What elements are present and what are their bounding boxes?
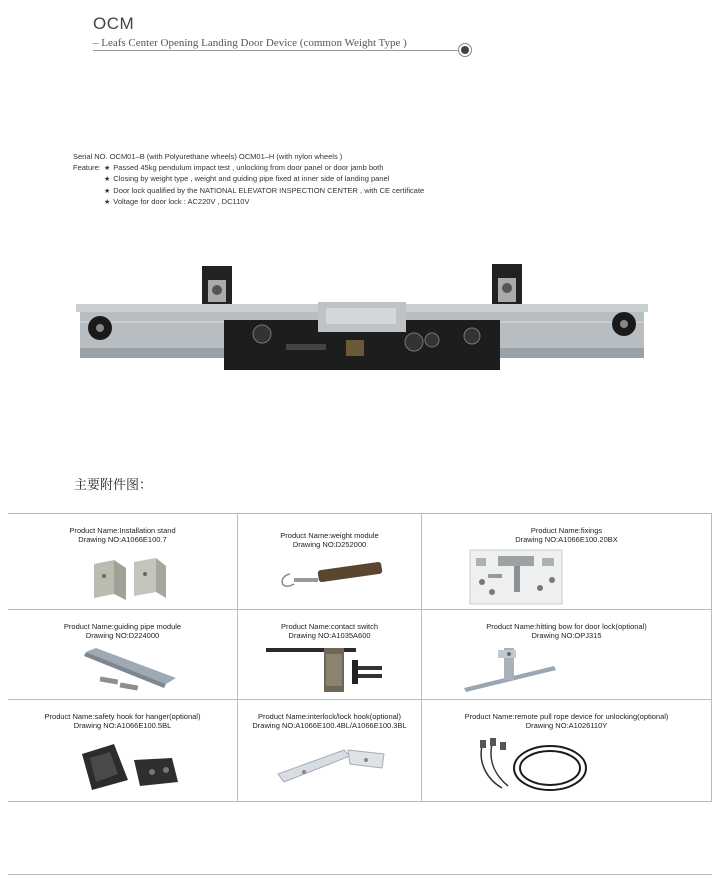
product-cell <box>238 610 422 700</box>
interlock-hook-icon <box>274 738 390 790</box>
product-cell <box>8 610 238 700</box>
serial-line <box>73 152 342 161</box>
empty-row <box>8 802 712 874</box>
accessories-table <box>8 513 712 875</box>
product-cell <box>422 700 712 802</box>
fixings-icon <box>468 548 564 606</box>
product-cell <box>238 514 422 610</box>
drawing-number: Drawing NO:OPJ315 <box>531 631 602 640</box>
drawing-number: Drawing NO:D252000 <box>292 540 367 549</box>
guiding-pipe-icon <box>80 644 180 692</box>
product-name: Product Name:guiding pipe module <box>63 622 182 631</box>
hitting-bow-icon <box>462 644 558 692</box>
product-cell <box>422 514 712 610</box>
product-name: Product Name:remote pull rope device for unlocking(optional) <box>464 712 669 721</box>
weight-module-icon <box>276 558 386 594</box>
drawing-number: Drawing NO:A1066E100.20BX <box>515 535 618 544</box>
drawing-number: Drawing NO:A1066E100.7 <box>78 535 167 544</box>
product-name: Product Name:interlock/lock hook(optional) <box>258 712 401 721</box>
installation-stand-icon <box>90 554 170 604</box>
product-cell <box>8 514 238 610</box>
product-name: Product Name:contact switch <box>280 622 379 631</box>
feature-list <box>73 163 424 208</box>
product-cell <box>238 700 422 802</box>
feature-item: ★ Voltage for door lock : AC220V , DC110V <box>104 197 424 208</box>
safety-hook-icon <box>78 740 188 790</box>
subtitle-divider <box>93 50 463 51</box>
product-name: Product Name:weight module <box>280 531 379 540</box>
feature-item: ★ Passed 45kg pendulum impact test , unlocking from door panel or door jamb both <box>104 163 424 174</box>
product-name: Product Name:Installation stand <box>69 526 176 535</box>
feature-label: Feature: <box>73 163 101 172</box>
product-name: Product Name:hitting bow for door lock(optional) <box>486 622 647 631</box>
serial-label: Serial NO. <box>73 152 108 161</box>
product-cell <box>422 610 712 700</box>
feature-item: ★ Door lock qualified by the NATIONAL ELEVATOR INSPECTION CENTER , with CE certificate <box>104 186 424 197</box>
product-cell <box>8 700 238 802</box>
contact-switch-icon <box>264 644 388 698</box>
door-device-image <box>76 262 648 382</box>
accessories-heading: 主要附件图： <box>74 478 153 493</box>
product-name: Product Name:safety hook for hanger(optional) <box>44 712 201 721</box>
target-circle-icon <box>458 43 472 57</box>
page-subtitle: – Leafs Center Opening Landing Door Device (common Weight Type ) <box>93 37 407 49</box>
feature-item: ★ Closing by weight type , weight and guiding pipe fixed at inner side of landing panel <box>104 174 424 185</box>
drawing-number: Drawing NO:A1066E100.5BL <box>73 721 172 730</box>
product-name: Product Name:fixings <box>530 526 603 535</box>
drawing-number: Drawing NO:A1035A600 <box>288 631 371 640</box>
drawing-number: Drawing NO:A1026110Y <box>525 721 608 730</box>
page-title: OCM <box>93 14 135 33</box>
drawing-number: Drawing NO:D224000 <box>85 631 160 640</box>
serial-text: OCM01–B (with Polyurethane wheels) OCM01–H (with nylon wheels ) <box>109 152 343 161</box>
drawing-number: Drawing NO:A1066E100.4BL/A1066E100.3BL <box>252 721 407 730</box>
pull-rope-icon <box>474 736 594 796</box>
